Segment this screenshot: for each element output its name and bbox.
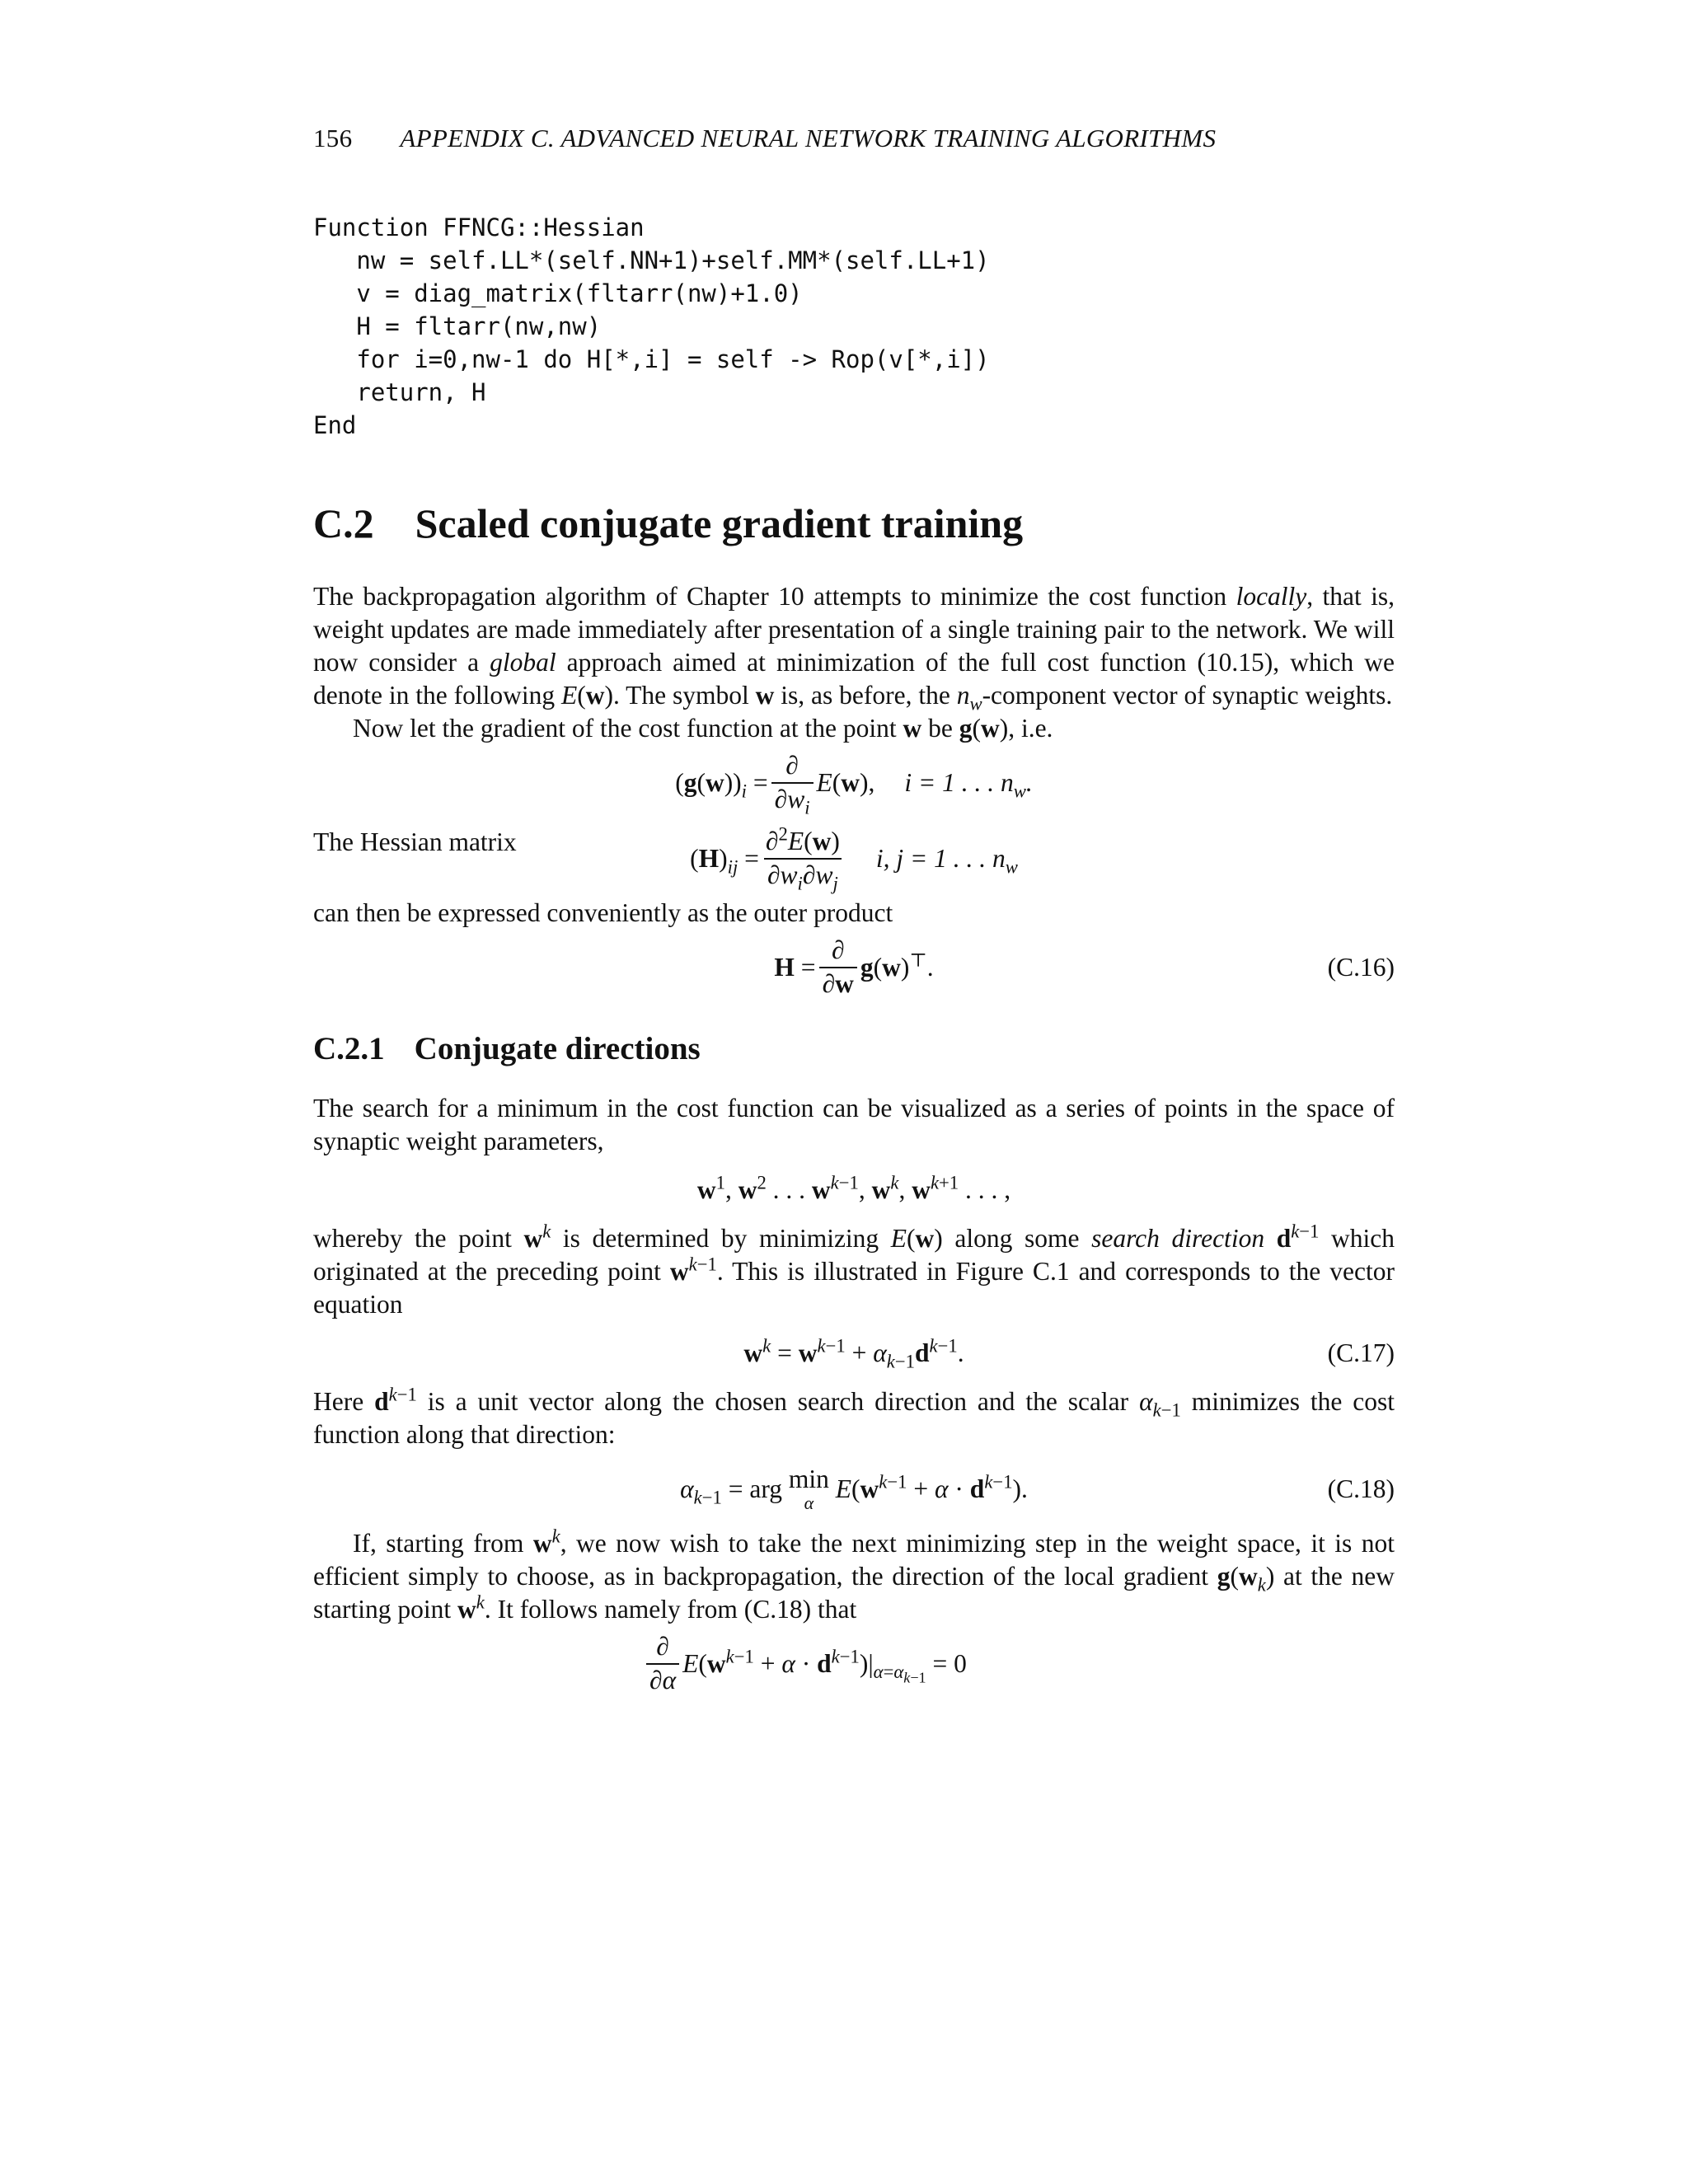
equation-number: (C.18) [1327,1474,1395,1503]
subsection-number: C.2.1 [313,1031,385,1066]
section-heading [313,499,1395,547]
subsection-heading [313,1030,1395,1067]
chapter-title: APPENDIX C. ADVANCED NEURAL NETWORK TRAINING ALGORITHMS [400,124,1217,152]
equation-hessian: $(H)_{ij}$ = $\frac{\partial^2E(w)}{\partial w_i\partial w_j}$ i, j = 1 . . . $n_w$ [690,823,1018,894]
code-line: return, H [313,378,486,406]
paragraph-outer-product: can then be expressed conveniently as the outer product [313,898,893,927]
subsection-title: Conjugate directions [414,1031,701,1066]
paragraph-direction: whereby the point $w^k$ is determined by minimizing E(w) along some search direction $d^{k-1}$ which originated at the preceding point $w^{k-1}$. This is illustrated in Figure C.1 and corresponds to the vector equation [313,1221,1395,1319]
equation-number: (C.17) [1327,1338,1395,1367]
paragraph-gradient: Now let the gradient of the cost function at the point w be g(w), i.e. [353,714,1053,743]
equation-c16: H = $\frac{\partial}{\partial w}$ g(w)⊤. (C.16) [774,935,1395,998]
equation-gradient: $(g(w))_i$ = $\frac{\partial}{\partial w_i}$ E(w), i = 1 . . . $n_w$. [675,751,1033,818]
paragraph-next-step: If, starting from $w^k$, we now wish to take the next minimizing step in the weight space, it is not efficient simply to choose, as in backpropagation, the direction of the local gradient $g(w_k)$ at the new starting point $w^k$. It follows namely from (C.18) that [313,1526,1395,1624]
running-head [313,124,1395,153]
code-line: H = fltarr(nw,nw) [313,312,602,340]
equation-c17: $w^k = w^{k-1} + \alpha_{k-1}d^{k-1}$. (C.17) [743,1335,1395,1372]
equation-derivative: $\frac{\partial}{\partial\alpha}$ $E(w^{k-1} + \alpha \cdot d^{k-1})|_{\alpha=\alpha_{k-1}} = 0$ [313,1626,1395,1702]
paragraph-intro: The backpropagation algorithm of Chapter 10 attempts to minimize the cost function locally, that is, weight updates are made immediately after presentation of a single training pair to the network. We will now consider a global approach aimed at minimization of the full cost function (10.15), which we denote in the following E(w). The symbol w is, as before, the $n_w$-component vector of synaptic weights. [313,582,1395,715]
equation-number: (C.16) [1327,953,1395,982]
code-listing [313,211,1395,442]
paragraph-hessian: The Hessian matrix [313,827,517,856]
code-line: End [313,411,357,439]
section-number: C.2 [313,500,374,546]
code-line: for i=0,nw-1 do H[*,i] = self -> Rop(v[*,i]) [313,345,990,373]
code-line: Function FFNCG::Hessian [313,213,645,241]
equation-c18: $\alpha_{k-1}$ = arg min α $E(w^{k-1} + \alpha \cdot d^{k-1})$. (C.18) [680,1464,1395,1514]
equation-sequence: $w^1$, $w^2$ . . . $w^{k-1}$, $w^k$, $w^{k+1}$ . . . , [696,1172,1011,1204]
page [313,124,1395,1702]
paragraph-unit-vector: Here $d^{k-1}$ is a unit vector along the chosen search direction and the scalar $\alpha_{k-1}$ minimizes the cost function along that direction: [313,1384,1395,1449]
paragraph-search: The search for a minimum in the cost function can be visualized as a series of points in the space of synaptic weight parameters, [313,1094,1395,1155]
page-number: 156 [313,124,353,152]
code-line: nw = self.LL*(self.NN+1)+self.MM*(self.LL+1) [313,246,990,274]
code-line: v = diag_matrix(fltarr(nw)+1.0) [313,279,803,307]
section-title: Scaled conjugate gradient training [415,500,1024,546]
